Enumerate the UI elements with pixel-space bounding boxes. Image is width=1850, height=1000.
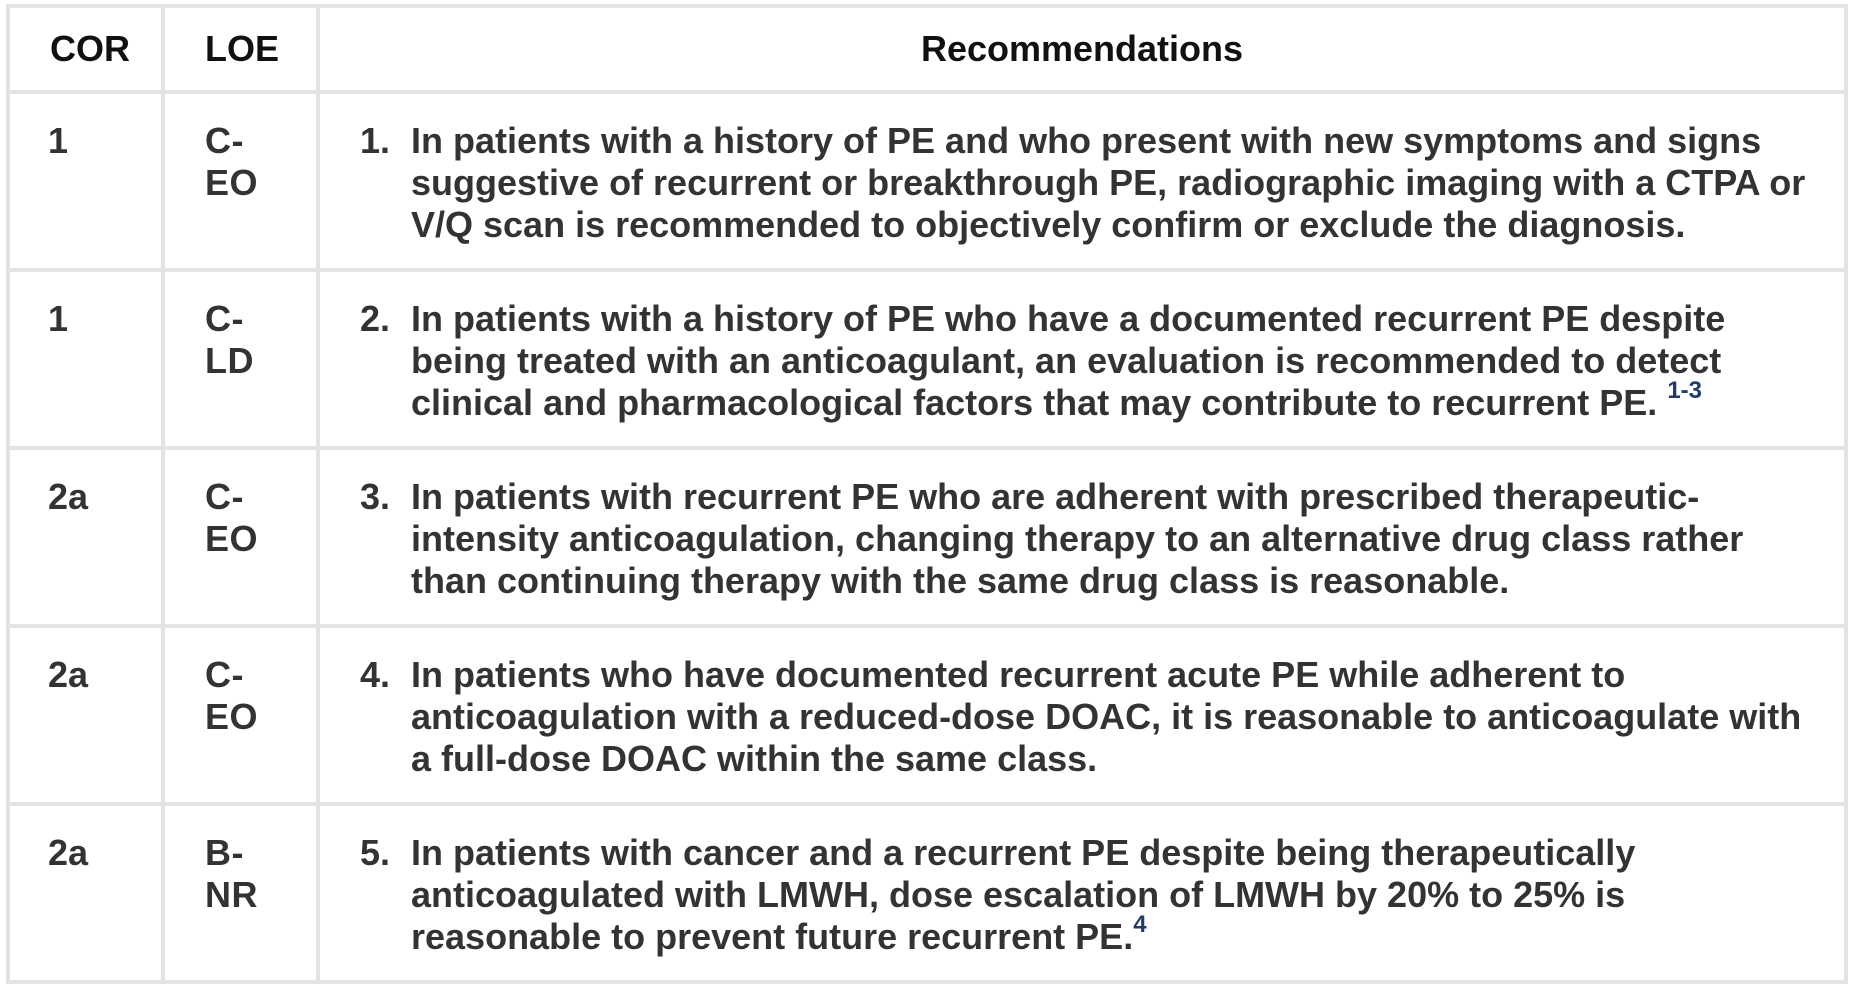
loe-cell: [163, 92, 318, 270]
recommendation-text-wrap: [411, 654, 1814, 780]
recommendation-text-wrap: [411, 120, 1814, 246]
recommendation-cell: [318, 804, 1846, 982]
loe-line: C-: [205, 298, 244, 339]
recommendation-number: 3.: [360, 476, 391, 517]
table-header-row: [8, 6, 1846, 92]
cor-cell: 1: [8, 92, 163, 270]
recommendation-item: [360, 120, 1814, 246]
loe-line: C-: [205, 654, 244, 695]
recommendation-text: In patients with a history of PE and who present with new symptoms and signs suggestive of recurrent or breakthrough PE, radiographic imaging with a CTPA or V/Q scan is recommended to objectively confirm or exclude the diagnosis.: [411, 120, 1806, 245]
recommendation-text: In patients who have documented recurrent acute PE while adherent to anticoagulation with a reduced-dose DOAC, it is reasonable to anticoagulate with a full-dose DOAC within the same class.: [411, 654, 1802, 779]
table-row: [8, 804, 1846, 982]
recommendation-cell: [318, 92, 1846, 270]
loe-cell: [163, 804, 318, 982]
recommendation-text: In patients with recurrent PE who are adherent with prescribed therapeutic-intensity anticoagulation, changing therapy to an alternative drug class rather than continuing therapy with the same drug class is reasonable.: [411, 476, 1744, 601]
recommendation-cell: [318, 448, 1846, 626]
recommendation-text: In patients with a history of PE who have a documented recurrent PE despite being treated with an anticoagulant, an evaluation is recommended to detect clinical and pharmacological factors that may contribute to recurrent PE.: [411, 298, 1726, 423]
loe-line: C-: [205, 120, 244, 161]
loe-line: LD: [205, 340, 254, 381]
loe-line: B-: [205, 832, 244, 873]
loe-line: EO: [205, 518, 259, 559]
recommendation-text: In patients with cancer and a recurrent PE despite being therapeutically anticoagulated with LMWH, dose escalation of LMWH by 20% to 25% is reasonable to prevent future recurrent PE.: [411, 832, 1636, 957]
cor-cell: 2a: [8, 626, 163, 804]
recommendation-cell: [318, 270, 1846, 448]
loe-line: EO: [205, 162, 259, 203]
table-row: [8, 448, 1846, 626]
reference-link[interactable]: 4: [1133, 911, 1147, 938]
recommendation-number: 4.: [360, 654, 391, 695]
recommendation-number: 5.: [360, 832, 391, 873]
recommendation-cell: [318, 626, 1846, 804]
cor-cell: 2a: [8, 448, 163, 626]
loe-line: C-: [205, 476, 244, 517]
recommendations-table: [6, 4, 1848, 984]
recommendation-item: [360, 654, 1814, 780]
table-row: [8, 92, 1846, 270]
recommendation-number: 2.: [360, 298, 391, 339]
recommendation-item: [360, 476, 1814, 602]
cor-cell: 2a: [8, 804, 163, 982]
recommendation-number: 1.: [360, 120, 391, 161]
table-row: [8, 270, 1846, 448]
reference-link[interactable]: 1-3: [1667, 377, 1702, 404]
loe-cell: [163, 626, 318, 804]
header-cor: COR: [8, 6, 163, 92]
header-recommendations: Recommendations: [318, 6, 1846, 92]
recommendation-text-wrap: [411, 298, 1814, 424]
loe-line: NR: [205, 874, 258, 915]
table-row: [8, 626, 1846, 804]
recommendation-item: [360, 298, 1814, 424]
recommendation-text-wrap: [411, 476, 1814, 602]
recommendation-text-wrap: [411, 832, 1814, 958]
loe-cell: [163, 270, 318, 448]
loe-cell: [163, 448, 318, 626]
header-loe: LOE: [163, 6, 318, 92]
recommendation-item: [360, 832, 1814, 958]
cor-cell: 1: [8, 270, 163, 448]
loe-line: EO: [205, 696, 259, 737]
